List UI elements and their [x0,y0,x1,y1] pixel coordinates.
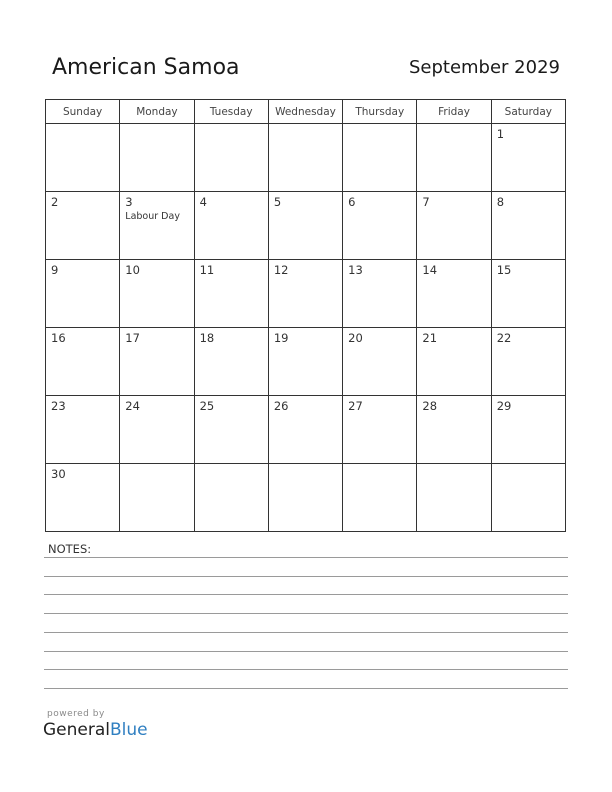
day-number: 26 [273,399,289,413]
day-number: 12 [273,263,289,277]
weekday-header: Friday [417,100,491,124]
day-number: 7 [422,195,430,209]
day-number: 10 [125,263,140,277]
calendar-grid [45,99,566,532]
day-cell [343,464,417,532]
day-number: 6 [348,195,356,209]
day-cell [194,260,268,328]
day-cell [46,124,120,192]
day-number: 13 [348,263,363,277]
day-number: 4 [199,195,207,209]
calendar-title: American Samoa [52,55,240,80]
week-row [46,260,566,328]
day-cell [343,328,417,396]
day-number: 27 [348,399,363,413]
day-cell [268,260,342,328]
note-line [44,632,568,633]
powered-by-label: powered by [47,709,105,719]
holiday-label: Labour Day [125,211,180,222]
day-number: 1 [496,127,505,141]
day-number: 30 [51,467,66,481]
day-cell [120,396,194,464]
day-number: 8 [496,195,505,209]
week-row [46,464,566,532]
day-cell [417,328,491,396]
day-cell [491,192,565,260]
note-line [44,576,568,577]
weekday-header: Sunday [46,100,120,124]
week-row [46,192,566,260]
day-cell [343,260,417,328]
day-cell [194,192,268,260]
day-cell [46,260,120,328]
day-cell [120,124,194,192]
day-cell [194,328,268,396]
day-number: 17 [125,331,140,345]
day-cell [268,396,342,464]
day-cell [268,464,342,532]
day-cell [343,396,417,464]
day-cell [120,328,194,396]
day-cell [491,464,565,532]
note-line [44,613,568,614]
day-cell [120,260,194,328]
day-cell [268,124,342,192]
week-row [46,124,566,192]
day-number: 16 [51,331,66,345]
weekday-header: Saturday [491,100,565,124]
day-cell [194,464,268,532]
day-number: 11 [199,263,215,277]
day-number: 24 [125,399,140,413]
weekday-header: Tuesday [194,100,268,124]
day-cell [343,192,417,260]
day-cell [491,396,565,464]
day-number: 23 [51,399,66,413]
week-row [46,396,566,464]
day-number: 21 [422,331,438,345]
day-cell [417,124,491,192]
day-number: 22 [496,331,512,345]
day-number: 5 [273,195,282,209]
day-cell [491,260,565,328]
day-number: 2 [51,195,59,209]
day-number: 3 [125,195,133,209]
day-number: 15 [496,263,512,277]
weekday-header-row [46,100,566,124]
day-cell [417,192,491,260]
generalblue-logo [43,720,148,740]
day-cell [417,464,491,532]
notes-label: NOTES: [48,542,92,556]
day-cell [194,396,268,464]
logo-text-general: General [43,720,110,740]
weekday-header: Monday [120,100,194,124]
day-cell [194,124,268,192]
logo-text-blue: Blue [110,720,148,740]
day-cell [46,396,120,464]
day-number: 9 [51,263,59,277]
weekday-header: Wednesday [268,100,342,124]
day-cell [343,124,417,192]
note-line [44,594,568,595]
day-cell [46,192,120,260]
day-cell [46,328,120,396]
day-number: 28 [422,399,438,413]
day-cell [417,260,491,328]
day-number: 20 [348,331,363,345]
day-cell [268,328,342,396]
day-cell [120,192,194,260]
day-number: 25 [199,399,215,413]
day-number: 19 [273,331,289,345]
month-year-label: September 2029 [408,57,560,78]
day-cell [491,328,565,396]
note-line [44,669,568,670]
day-cell [491,124,565,192]
weekday-header: Thursday [343,100,417,124]
day-number: 18 [199,331,215,345]
day-cell [46,464,120,532]
week-row [46,328,566,396]
day-number: 14 [422,263,438,277]
note-line [44,557,568,558]
day-number: 29 [496,399,512,413]
day-cell [268,192,342,260]
day-cell [120,464,194,532]
day-cell [417,396,491,464]
note-line [44,651,568,652]
note-line [44,688,568,689]
